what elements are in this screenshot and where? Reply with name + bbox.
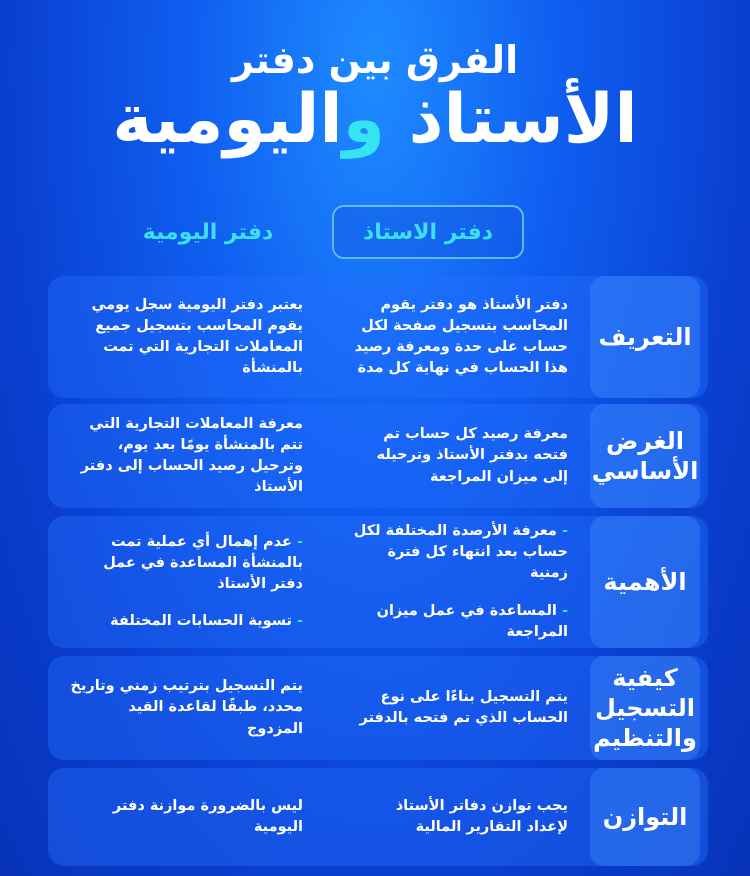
cell-text: يتم التسجيل بناءًا على نوع الحساب الذي تم فتحه بالدفتر bbox=[359, 688, 568, 726]
cell-ostaz-purpose bbox=[353, 404, 568, 508]
cell-text: يجب توازن دفاتر الأستاذ لإعداد التقارير المالية bbox=[395, 797, 568, 835]
title-connector: و bbox=[342, 80, 385, 159]
row-purpose bbox=[48, 404, 708, 508]
row-importance bbox=[48, 516, 708, 648]
bullet-text: عدم إهمال أي عملية تمت بالمنشأة المساعدة في عمل دفتر الأستاذ bbox=[103, 533, 303, 592]
column-header-ostaz: دفتر الاستاذ bbox=[332, 205, 524, 259]
cell-text: دفتر الأستاذ هو دفتر يقوم المحاسب بتسجيل صفحة لكل حساب على حدة ومعرفة رصيد هذا الحساب في نهاية كل مدة bbox=[354, 296, 568, 377]
bullet-dash: - bbox=[296, 613, 303, 630]
row-label-definition: التعريف bbox=[590, 276, 700, 398]
title-ostaz: الأستاذ bbox=[384, 80, 638, 159]
bullet-text: المساعدة في عمل ميزان المراجعة bbox=[376, 602, 568, 640]
cell-text: يتم التسجيل بترتيب زمني وتاريخ محدد، طبقًا لقاعدة القيد المزدوج bbox=[70, 678, 303, 737]
bullet-text: معرفة الأرصدة المختلفة لكل حساب بعد انتهاء كل فترة زمنية bbox=[353, 523, 568, 582]
row-label-balance: التوازن bbox=[590, 768, 700, 866]
cell-text bbox=[68, 611, 303, 632]
title-line-1: الفرق بين دفتر bbox=[231, 38, 519, 82]
cell-ostaz-balance bbox=[353, 768, 568, 866]
cell-text bbox=[353, 601, 568, 643]
row-label-importance: الأهمية bbox=[590, 516, 700, 648]
row-definition bbox=[48, 276, 708, 398]
cell-text: ليس بالضرورة موازنة دفتر اليومية bbox=[112, 797, 303, 835]
bullet-dash: - bbox=[561, 523, 568, 540]
cell-text: معرفة رصيد كل حساب تم فتحه بدفتر الأستاذ وترحيله إلى ميزان المراجعة bbox=[376, 426, 568, 485]
cell-yawmiya-definition bbox=[68, 276, 303, 398]
cell-text bbox=[353, 521, 568, 584]
cell-yawmiya-importance bbox=[68, 516, 303, 648]
title-line-2 bbox=[0, 80, 750, 159]
cell-text: يعتبر دفتر اليومية سجل يومي يقوم المحاسب بتسجيل جميع المعاملات التجارية التي تمت بالمنشأة bbox=[91, 296, 303, 377]
bullet-dash: - bbox=[561, 602, 568, 619]
cell-ostaz-definition bbox=[353, 276, 568, 398]
cell-yawmiya-purpose bbox=[68, 404, 303, 508]
cell-yawmiya-recording bbox=[68, 656, 303, 760]
bullet-dash: - bbox=[296, 533, 303, 550]
cell-yawmiya-balance bbox=[68, 768, 303, 866]
cell-ostaz-importance bbox=[353, 516, 568, 648]
row-label-recording: كيفية التسجيل والتنظيم bbox=[590, 656, 700, 760]
row-recording bbox=[48, 656, 708, 760]
column-header-yawmiya: دفتر اليومية bbox=[142, 219, 274, 245]
cell-text: معرفة المعاملات التجارية التي تتم بالمنشأة يومًا بعد يوم، وترحيل رصيد الحساب إلى دفتر الأستاذ bbox=[80, 415, 303, 496]
cell-ostaz-recording bbox=[353, 656, 568, 760]
cell-text bbox=[68, 532, 303, 595]
row-label-purpose: الغرض الأساسي bbox=[590, 404, 700, 508]
row-balance bbox=[48, 768, 708, 866]
bullet-text: تسوية الحسابات المختلفة bbox=[110, 613, 292, 630]
title-yawmiya: اليومية bbox=[112, 80, 343, 159]
